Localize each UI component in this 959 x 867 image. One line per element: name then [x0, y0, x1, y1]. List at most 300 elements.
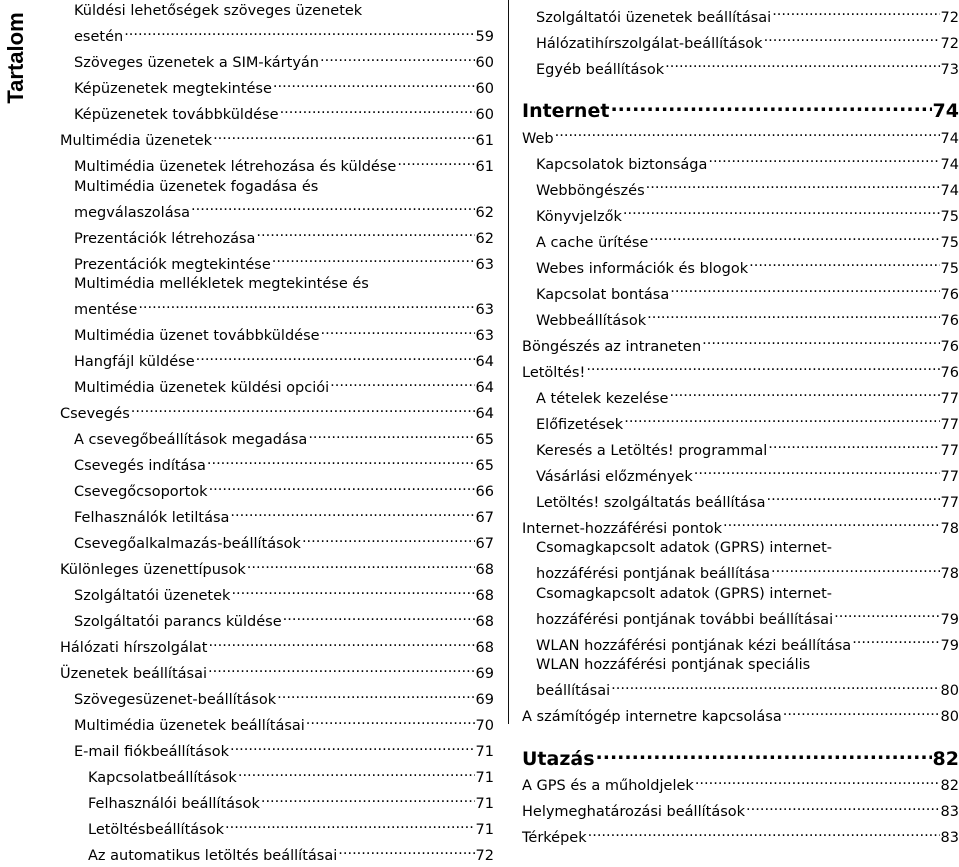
toc-entry[interactable]	[60, 685, 494, 711]
toc-entry-title: Webbeállítások	[536, 312, 647, 329]
toc-page-number: 78	[940, 566, 959, 582]
toc-entry-line	[74, 581, 494, 607]
toc-entry-line	[536, 656, 959, 676]
toc-page-number: 77	[940, 468, 959, 485]
dot-leader	[746, 797, 940, 817]
toc-entry[interactable]	[522, 279, 959, 305]
toc-entry-line	[74, 223, 494, 249]
toc-entry-line	[522, 93, 959, 123]
dot-leader	[196, 347, 475, 367]
toc-entry-line	[74, 373, 494, 399]
dot-leader	[623, 201, 940, 221]
dot-leader	[230, 737, 475, 757]
dot-leader	[555, 123, 940, 143]
dot-leader	[308, 425, 474, 445]
toc-entry[interactable]	[60, 555, 494, 581]
toc-page-number: 68	[475, 562, 494, 578]
toc-page-number: 65	[475, 432, 494, 448]
toc-entry-line	[88, 763, 494, 789]
toc-entry-title: esetén	[74, 29, 124, 45]
dot-leader	[138, 295, 474, 315]
toc-entry-title: Küldési lehetőségek szöveges üzenetek	[74, 3, 363, 19]
toc-page-number: 65	[475, 458, 494, 474]
dot-leader	[338, 841, 474, 861]
toc-page-number: 68	[475, 588, 494, 604]
toc-entry[interactable]	[60, 2, 494, 48]
toc-entry-title: Internet-hozzáférési pontok	[522, 520, 722, 537]
toc-entry-title: Multimédia üzenetek	[60, 133, 213, 149]
toc-entry-title: Egyéb beállítások	[536, 61, 665, 78]
toc-page-number: 67	[475, 510, 494, 526]
toc-entry-title: E-mail fiókbeállítások	[74, 744, 229, 760]
toc-page-number: 82	[932, 747, 959, 770]
toc-page-number: 74	[940, 130, 959, 147]
toc-entry[interactable]	[60, 275, 494, 321]
toc-entry[interactable]	[60, 223, 494, 249]
toc-entry[interactable]	[60, 100, 494, 126]
dot-leader	[767, 487, 940, 507]
toc-entry-line	[536, 559, 959, 585]
toc-entry[interactable]	[60, 529, 494, 555]
toc-entry-line	[74, 2, 494, 22]
toc-entry-title: Multimédia mellékletek megtekintése és	[74, 276, 369, 292]
toc-entry[interactable]	[522, 175, 959, 201]
toc-entry-line	[536, 676, 959, 702]
toc-page-number: 75	[940, 260, 959, 277]
dot-leader	[723, 513, 940, 533]
toc-entry-line	[536, 2, 959, 28]
toc-entry-title: Letöltés!	[522, 364, 586, 381]
toc-entry-line	[536, 28, 959, 54]
toc-entry-title: Multimédia üzenetek létrehozása és küldése	[74, 159, 397, 175]
toc-entry-title: Hálózatihírszolgálat-beállítások	[536, 35, 763, 52]
toc-entry[interactable]	[60, 581, 494, 607]
toc-page-number: 73	[940, 61, 959, 78]
toc-entry-line	[88, 815, 494, 841]
toc-entry[interactable]	[522, 28, 959, 54]
toc-entry-title: Keresés a Letöltés! programmal	[536, 442, 768, 459]
toc-entry-line	[74, 48, 494, 74]
toc-page-number: 71	[475, 796, 494, 812]
toc-entry[interactable]	[522, 227, 959, 253]
dot-leader	[834, 604, 939, 624]
toc-entry-title: A cache ürítése	[536, 234, 649, 251]
toc-entry-line	[74, 275, 494, 295]
toc-entry[interactable]	[522, 487, 959, 513]
toc-entry-title: Térképek	[522, 830, 587, 846]
toc-entry-line	[522, 357, 959, 383]
dot-leader	[208, 633, 474, 653]
toc-entry-line	[74, 249, 494, 275]
dot-leader	[330, 373, 474, 393]
toc-entry[interactable]	[522, 585, 959, 631]
toc-entry[interactable]	[60, 633, 494, 659]
toc-entry-line	[536, 409, 959, 435]
dot-leader	[225, 815, 475, 835]
toc-entry-line	[536, 305, 959, 331]
dot-leader	[230, 503, 474, 523]
toc-entry-line	[74, 503, 494, 529]
dot-leader	[646, 175, 940, 195]
toc-page-number: 66	[475, 484, 494, 500]
toc-entry-title: mentése	[74, 302, 138, 318]
toc-page-number: 64	[475, 380, 494, 396]
toc-page-number: 72	[475, 848, 494, 864]
side-tab	[0, 0, 30, 724]
toc-page-number: 77	[940, 494, 959, 511]
toc-entry-title: Szolgáltatói üzenetek	[74, 588, 231, 604]
toc-entry-line	[536, 630, 959, 656]
dot-leader	[764, 28, 940, 48]
toc-page-number: 75	[940, 234, 959, 251]
toc-entry[interactable]	[522, 357, 959, 383]
toc-entry-line	[88, 789, 494, 815]
dot-leader	[611, 676, 939, 696]
toc-entry-title: Helymeghatározási beállítások	[522, 804, 746, 820]
dot-leader	[768, 435, 939, 455]
toc-entry[interactable]	[522, 513, 959, 539]
dot-leader	[669, 383, 939, 403]
dot-leader	[302, 529, 475, 549]
toc-entry-title: Internet	[522, 100, 610, 122]
dot-leader	[771, 559, 940, 579]
dot-leader	[213, 126, 474, 146]
dot-leader	[749, 253, 939, 273]
toc-page-number: 74	[940, 182, 959, 199]
toc-entry-title: Csevegőalkalmazás-beállítások	[74, 536, 301, 552]
toc-entry[interactable]	[522, 539, 959, 585]
dot-leader	[694, 461, 940, 481]
toc-column-right	[522, 2, 959, 849]
toc-entry-line	[74, 451, 494, 477]
toc-column-left	[60, 2, 494, 867]
toc-entry-title: Utazás	[522, 747, 595, 770]
toc-entry-line	[74, 295, 494, 321]
toc-entry-line	[74, 347, 494, 373]
toc-entry-line	[60, 555, 494, 581]
dot-leader	[321, 321, 475, 341]
toc-page-number: 62	[475, 230, 494, 247]
toc-entry-title: Kapcsolatok biztonsága	[536, 156, 708, 173]
toc-entry[interactable]	[60, 503, 494, 529]
toc-entry[interactable]	[522, 435, 959, 461]
toc-entry-line	[74, 152, 494, 178]
toc-entry-line	[536, 175, 959, 201]
toc-entry[interactable]	[522, 331, 959, 357]
toc-page-number: 69	[475, 692, 494, 708]
toc-entry-title: Szolgáltatói parancs küldése	[74, 614, 282, 630]
dot-leader	[586, 357, 939, 377]
dot-leader	[208, 659, 475, 679]
toc-entry-line	[536, 54, 959, 80]
section-title: Tartalom	[3, 12, 28, 104]
dot-leader	[272, 249, 475, 269]
toc-entry[interactable]	[60, 737, 494, 763]
toc-entry-title: Szövegesüzenet-beállítások	[74, 692, 277, 708]
toc-entry[interactable]	[60, 477, 494, 503]
toc-entry[interactable]	[522, 409, 959, 435]
toc-page-number: 64	[475, 406, 494, 422]
toc-entry-title: Az automatikus letöltés beállításai	[88, 848, 338, 864]
toc-entry-title: Kapcsolat bontása	[536, 286, 670, 303]
toc-page-number: 63	[475, 302, 494, 318]
dot-leader	[261, 789, 475, 809]
toc-page-number: 79	[940, 637, 959, 654]
toc-entry-line	[74, 197, 494, 223]
toc-entry[interactable]	[60, 659, 494, 685]
toc-entry[interactable]	[522, 123, 959, 149]
toc-entry-title: Webböngészés	[536, 182, 645, 199]
toc-entry[interactable]	[522, 54, 959, 80]
dot-leader	[320, 48, 475, 68]
toc-chapter-heading[interactable]	[522, 741, 959, 771]
toc-page-number: 69	[475, 666, 494, 682]
toc-entry-line	[60, 399, 494, 425]
toc-entry-title: Hálózati hírszolgálat	[60, 640, 208, 656]
toc-entry[interactable]	[522, 823, 959, 849]
toc-entry-line	[536, 253, 959, 279]
column-divider	[508, 0, 509, 724]
toc-chapter-heading[interactable]	[522, 93, 959, 123]
toc-entry-line	[536, 279, 959, 305]
dot-leader	[306, 711, 475, 731]
toc-entry[interactable]	[60, 373, 494, 399]
toc-entry[interactable]	[60, 425, 494, 451]
toc-entry[interactable]	[60, 126, 494, 152]
dot-leader	[772, 2, 939, 22]
toc-entry[interactable]	[60, 321, 494, 347]
dot-leader	[695, 771, 940, 791]
dot-leader	[277, 685, 474, 705]
toc-entry-title: hozzáférési pontjának további beállításai	[536, 611, 834, 628]
toc-page-number: 67	[475, 536, 494, 552]
dot-leader	[256, 223, 474, 243]
toc-entry-title: Csevegés	[60, 406, 130, 422]
toc-page-number: 83	[940, 804, 959, 820]
toc-entry-title: Prezentációk megtekintése	[74, 256, 271, 273]
toc-entry[interactable]	[60, 841, 494, 867]
toc-page-number: 63	[475, 256, 494, 273]
toc-page-number: 64	[475, 354, 494, 370]
toc-entry-title: A csevegőbeállítások megadása	[74, 432, 308, 448]
dot-leader	[596, 741, 932, 765]
dot-leader	[702, 331, 939, 351]
toc-entry[interactable]	[60, 607, 494, 633]
toc-page-number: 79	[940, 611, 959, 628]
toc-entry[interactable]	[522, 201, 959, 227]
dot-leader	[665, 54, 939, 74]
toc-entry-line	[536, 149, 959, 175]
toc-page-number: 72	[940, 9, 959, 26]
dot-leader	[209, 477, 475, 497]
toc-page-number: 68	[475, 614, 494, 630]
toc-entry-title: Hangfájl küldése	[74, 354, 195, 370]
toc-page-number: 83	[940, 830, 959, 846]
toc-entry-title: Csevegés indítása	[74, 458, 206, 474]
toc-entry-title: hozzáférési pontjának beállítása	[536, 566, 771, 582]
toc-entry-title: Multimédia üzenetek fogadása és	[74, 178, 319, 195]
dot-leader	[852, 630, 939, 650]
toc-entry-title: A tételek kezelése	[536, 390, 669, 407]
toc-entry-title: A GPS és a műholdjelek	[522, 778, 694, 794]
toc-entry-line	[60, 633, 494, 659]
dot-leader	[588, 823, 940, 843]
toc-entry-line	[522, 741, 959, 771]
toc-page-number: 75	[940, 208, 959, 225]
toc-page-number: 77	[940, 442, 959, 459]
toc-entry-line	[74, 321, 494, 347]
toc-entry-title: Webes információk és blogok	[536, 260, 749, 277]
toc-page-number: 71	[475, 822, 494, 838]
toc-page-number: 77	[940, 390, 959, 407]
toc-entry-line	[74, 425, 494, 451]
toc-entry-line	[60, 126, 494, 152]
dot-leader	[131, 399, 475, 419]
toc-entry-line	[536, 604, 959, 630]
toc-entry[interactable]	[522, 149, 959, 175]
toc-entry-title: Multimédia üzenet továbbküldése	[74, 328, 320, 344]
toc-entry-title: Letöltés! szolgáltatás beállítása	[536, 494, 766, 511]
toc-page-number: 72	[940, 35, 959, 52]
toc-page-number: 62	[475, 204, 494, 221]
toc-entry[interactable]	[522, 461, 959, 487]
toc-entry-line	[536, 383, 959, 409]
toc-entry-line	[536, 227, 959, 253]
toc-entry-line	[536, 539, 959, 559]
toc-entry-line	[536, 585, 959, 605]
toc-entry-title: Felhasználók letiltása	[74, 510, 230, 526]
toc-entry-line	[74, 477, 494, 503]
toc-page-number: 61	[475, 133, 494, 149]
toc-entry-title: WLAN hozzáférési pontjának kézi beállítása	[536, 637, 852, 654]
toc-entry[interactable]	[522, 383, 959, 409]
toc-entry-line	[60, 659, 494, 685]
dot-leader	[647, 305, 939, 325]
toc-entry-line	[74, 529, 494, 555]
toc-entry-line	[536, 435, 959, 461]
toc-entry-line	[74, 22, 494, 48]
toc-entry[interactable]	[60, 451, 494, 477]
toc-entry[interactable]	[60, 178, 494, 224]
toc-entry-line	[88, 841, 494, 867]
toc-entry[interactable]	[60, 74, 494, 100]
toc-entry-title: Letöltésbeállítások	[88, 822, 224, 838]
toc-page-number: 76	[940, 286, 959, 303]
dot-leader	[247, 555, 475, 575]
toc-entry[interactable]	[522, 630, 959, 656]
toc-entry-title: Csomagkapcsolt adatok (GPRS) internet-	[536, 540, 832, 556]
toc-entry-title: Szolgáltatói üzenetek beállításai	[536, 9, 772, 26]
toc-entry-line	[74, 74, 494, 100]
toc-page-number: 80	[940, 709, 959, 725]
toc-entry[interactable]	[522, 253, 959, 279]
toc-page-number: 61	[475, 159, 494, 175]
toc-entry-line	[74, 607, 494, 633]
toc-page-number: 60	[475, 55, 494, 71]
toc-entry-title: Képüzenetek megtekintése	[74, 81, 272, 97]
toc-page-number: 60	[475, 107, 494, 123]
toc-entry-line	[522, 123, 959, 149]
toc-page-number: 82	[940, 778, 959, 794]
dot-leader	[783, 702, 940, 722]
dot-leader	[191, 197, 475, 217]
dot-leader	[649, 227, 939, 247]
toc-entry-title: A számítógép internetre kapcsolása	[522, 709, 782, 725]
toc-entry-title: Web	[522, 130, 554, 147]
toc-entry-title: Csomagkapcsolt adatok (GPRS) internet-	[536, 585, 832, 602]
dot-leader	[283, 607, 475, 627]
toc-entry[interactable]	[522, 656, 959, 702]
toc-entry-title: Üzenetek beállításai	[60, 666, 208, 682]
toc-entry[interactable]	[60, 815, 494, 841]
toc-entry[interactable]	[60, 789, 494, 815]
toc-entry-title: Vásárlási előzmények	[536, 468, 693, 485]
toc-entry[interactable]	[60, 347, 494, 373]
toc-entry[interactable]	[522, 2, 959, 28]
toc-page-number: 76	[940, 338, 959, 355]
dot-leader	[397, 152, 474, 172]
toc-entry-line	[74, 178, 494, 198]
toc-entry[interactable]	[522, 305, 959, 331]
toc-entry[interactable]	[60, 399, 494, 425]
toc-entry-title: Kapcsolatbeállítások	[88, 770, 237, 786]
dot-leader	[207, 451, 475, 471]
toc-page-number: 74	[940, 156, 959, 173]
dot-leader	[610, 93, 931, 117]
dot-leader	[124, 22, 474, 42]
toc-entry-line	[522, 331, 959, 357]
toc-entry-line	[536, 461, 959, 487]
toc-page-number: 63	[475, 328, 494, 344]
dot-leader	[273, 74, 475, 94]
toc-entry-line	[522, 513, 959, 539]
toc-page-number: 59	[475, 29, 494, 45]
toc-entry-title: Különleges üzenettípusok	[60, 562, 246, 578]
toc-entry-line	[522, 771, 959, 797]
toc-entry-line	[522, 823, 959, 849]
toc-page-number: 76	[940, 312, 959, 329]
toc-entry-title: Szöveges üzenetek a SIM-kártyán	[74, 55, 319, 71]
toc-entry-line	[522, 797, 959, 823]
toc-entry-line	[74, 100, 494, 126]
toc-entry-title: Képüzenetek továbbküldése	[74, 107, 279, 123]
toc-entry-title: Előfizetések	[536, 416, 624, 433]
toc-page-number: 76	[940, 364, 959, 381]
toc-entry[interactable]	[60, 152, 494, 178]
dot-leader	[280, 100, 475, 120]
toc-entry[interactable]	[60, 48, 494, 74]
dot-leader	[238, 763, 475, 783]
toc-page-number: 80	[940, 683, 959, 699]
toc-entry-title: Könyvjelzők	[536, 208, 622, 225]
toc-entry[interactable]	[522, 771, 959, 797]
toc-entry-line	[74, 685, 494, 711]
toc-entry[interactable]	[60, 763, 494, 789]
toc-entry-title: Felhasználói beállítások	[88, 796, 260, 812]
toc-entry[interactable]	[60, 249, 494, 275]
toc-entry-title: Multimédia üzenetek beállításai	[74, 718, 305, 734]
dot-leader	[231, 581, 474, 601]
toc-entry-line	[74, 737, 494, 763]
toc-page-number: 68	[475, 640, 494, 656]
toc-entry[interactable]	[522, 797, 959, 823]
toc-page-number: 71	[475, 744, 494, 760]
dot-leader	[670, 279, 939, 299]
toc-page-number: 70	[475, 718, 494, 734]
toc-entry-title: beállításai	[536, 683, 611, 699]
toc-page-number: 60	[475, 81, 494, 97]
toc-page-number: 74	[932, 100, 959, 122]
